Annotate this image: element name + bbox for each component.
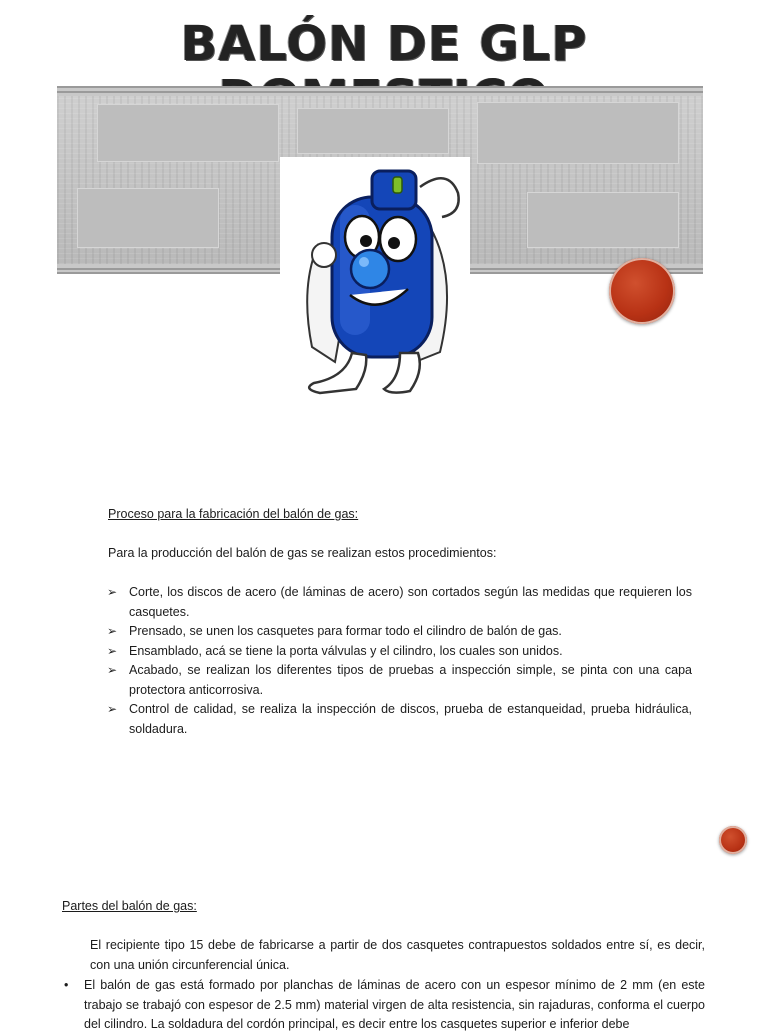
decorative-small-red-circle bbox=[719, 826, 747, 854]
bullet-dot-icon: • bbox=[64, 978, 69, 992]
arrow-bullet-icon: ➢ bbox=[107, 663, 118, 677]
gas-cylinder-mascot-image bbox=[280, 157, 470, 405]
process-list bbox=[107, 583, 692, 739]
title-line-1: BALÓN DE GLP bbox=[180, 16, 588, 72]
arrow-bullet-icon: ➢ bbox=[107, 643, 118, 658]
parts-bullet bbox=[64, 976, 705, 1035]
arrow-bullet-icon: ➢ bbox=[107, 624, 118, 638]
list-item-text: Corte, los discos de acero (de láminas de acero) son cortados según las medidas que requieren los casquetes. bbox=[129, 585, 692, 619]
arrow-bullet-icon: ➢ bbox=[107, 585, 118, 599]
section-intro: Para la producción del balón de gas se realizan estos procedimientos: bbox=[108, 546, 497, 560]
section-heading-fabrication: Proceso para la fabricación del balón de gas: bbox=[108, 507, 359, 521]
section-heading-parts: Partes del balón de gas: bbox=[62, 899, 197, 913]
list-item-text: Control de calidad, se realiza la inspección de discos, prueba de estanqueidad, prueba hidráulica, soldadura. bbox=[129, 702, 692, 736]
list-item bbox=[107, 622, 692, 642]
arrow-bullet-icon: ➢ bbox=[107, 702, 118, 716]
list-item bbox=[107, 583, 692, 622]
decorative-red-circle bbox=[609, 258, 675, 324]
list-item bbox=[107, 642, 692, 662]
list-item bbox=[107, 661, 692, 700]
list-item bbox=[107, 700, 692, 739]
parts-paragraph: El recipiente tipo 15 debe de fabricarse a partir de dos casquetes contrapuestos soldados entre sí, es decir, con una unión circunferencial única. bbox=[90, 938, 705, 972]
parts-bullet-text: El balón de gas está formado por planchas de láminas de acero con un espesor mínimo de 2 mm (en este trabajo se trabajó con espesor de 2.5 mm) material virgen de alta resistencia, sin rajaduras, conforma el cuerpo del cilindro. La soldadura del cordón principal, es decir entre los casquetes superior e inferior debe bbox=[84, 978, 705, 1031]
list-item-text: Acabado, se realizan los diferentes tipos de pruebas a inspección simple, se pinta con una capa protectora anticorrosiva. bbox=[129, 663, 692, 697]
list-item-text: Prensado, se unen los casquetes para formar todo el cilindro de balón de gas. bbox=[129, 624, 562, 638]
list-item-text: Ensamblado, acá se tiene la porta válvulas y el cilindro, los cuales son unidos. bbox=[129, 643, 563, 658]
